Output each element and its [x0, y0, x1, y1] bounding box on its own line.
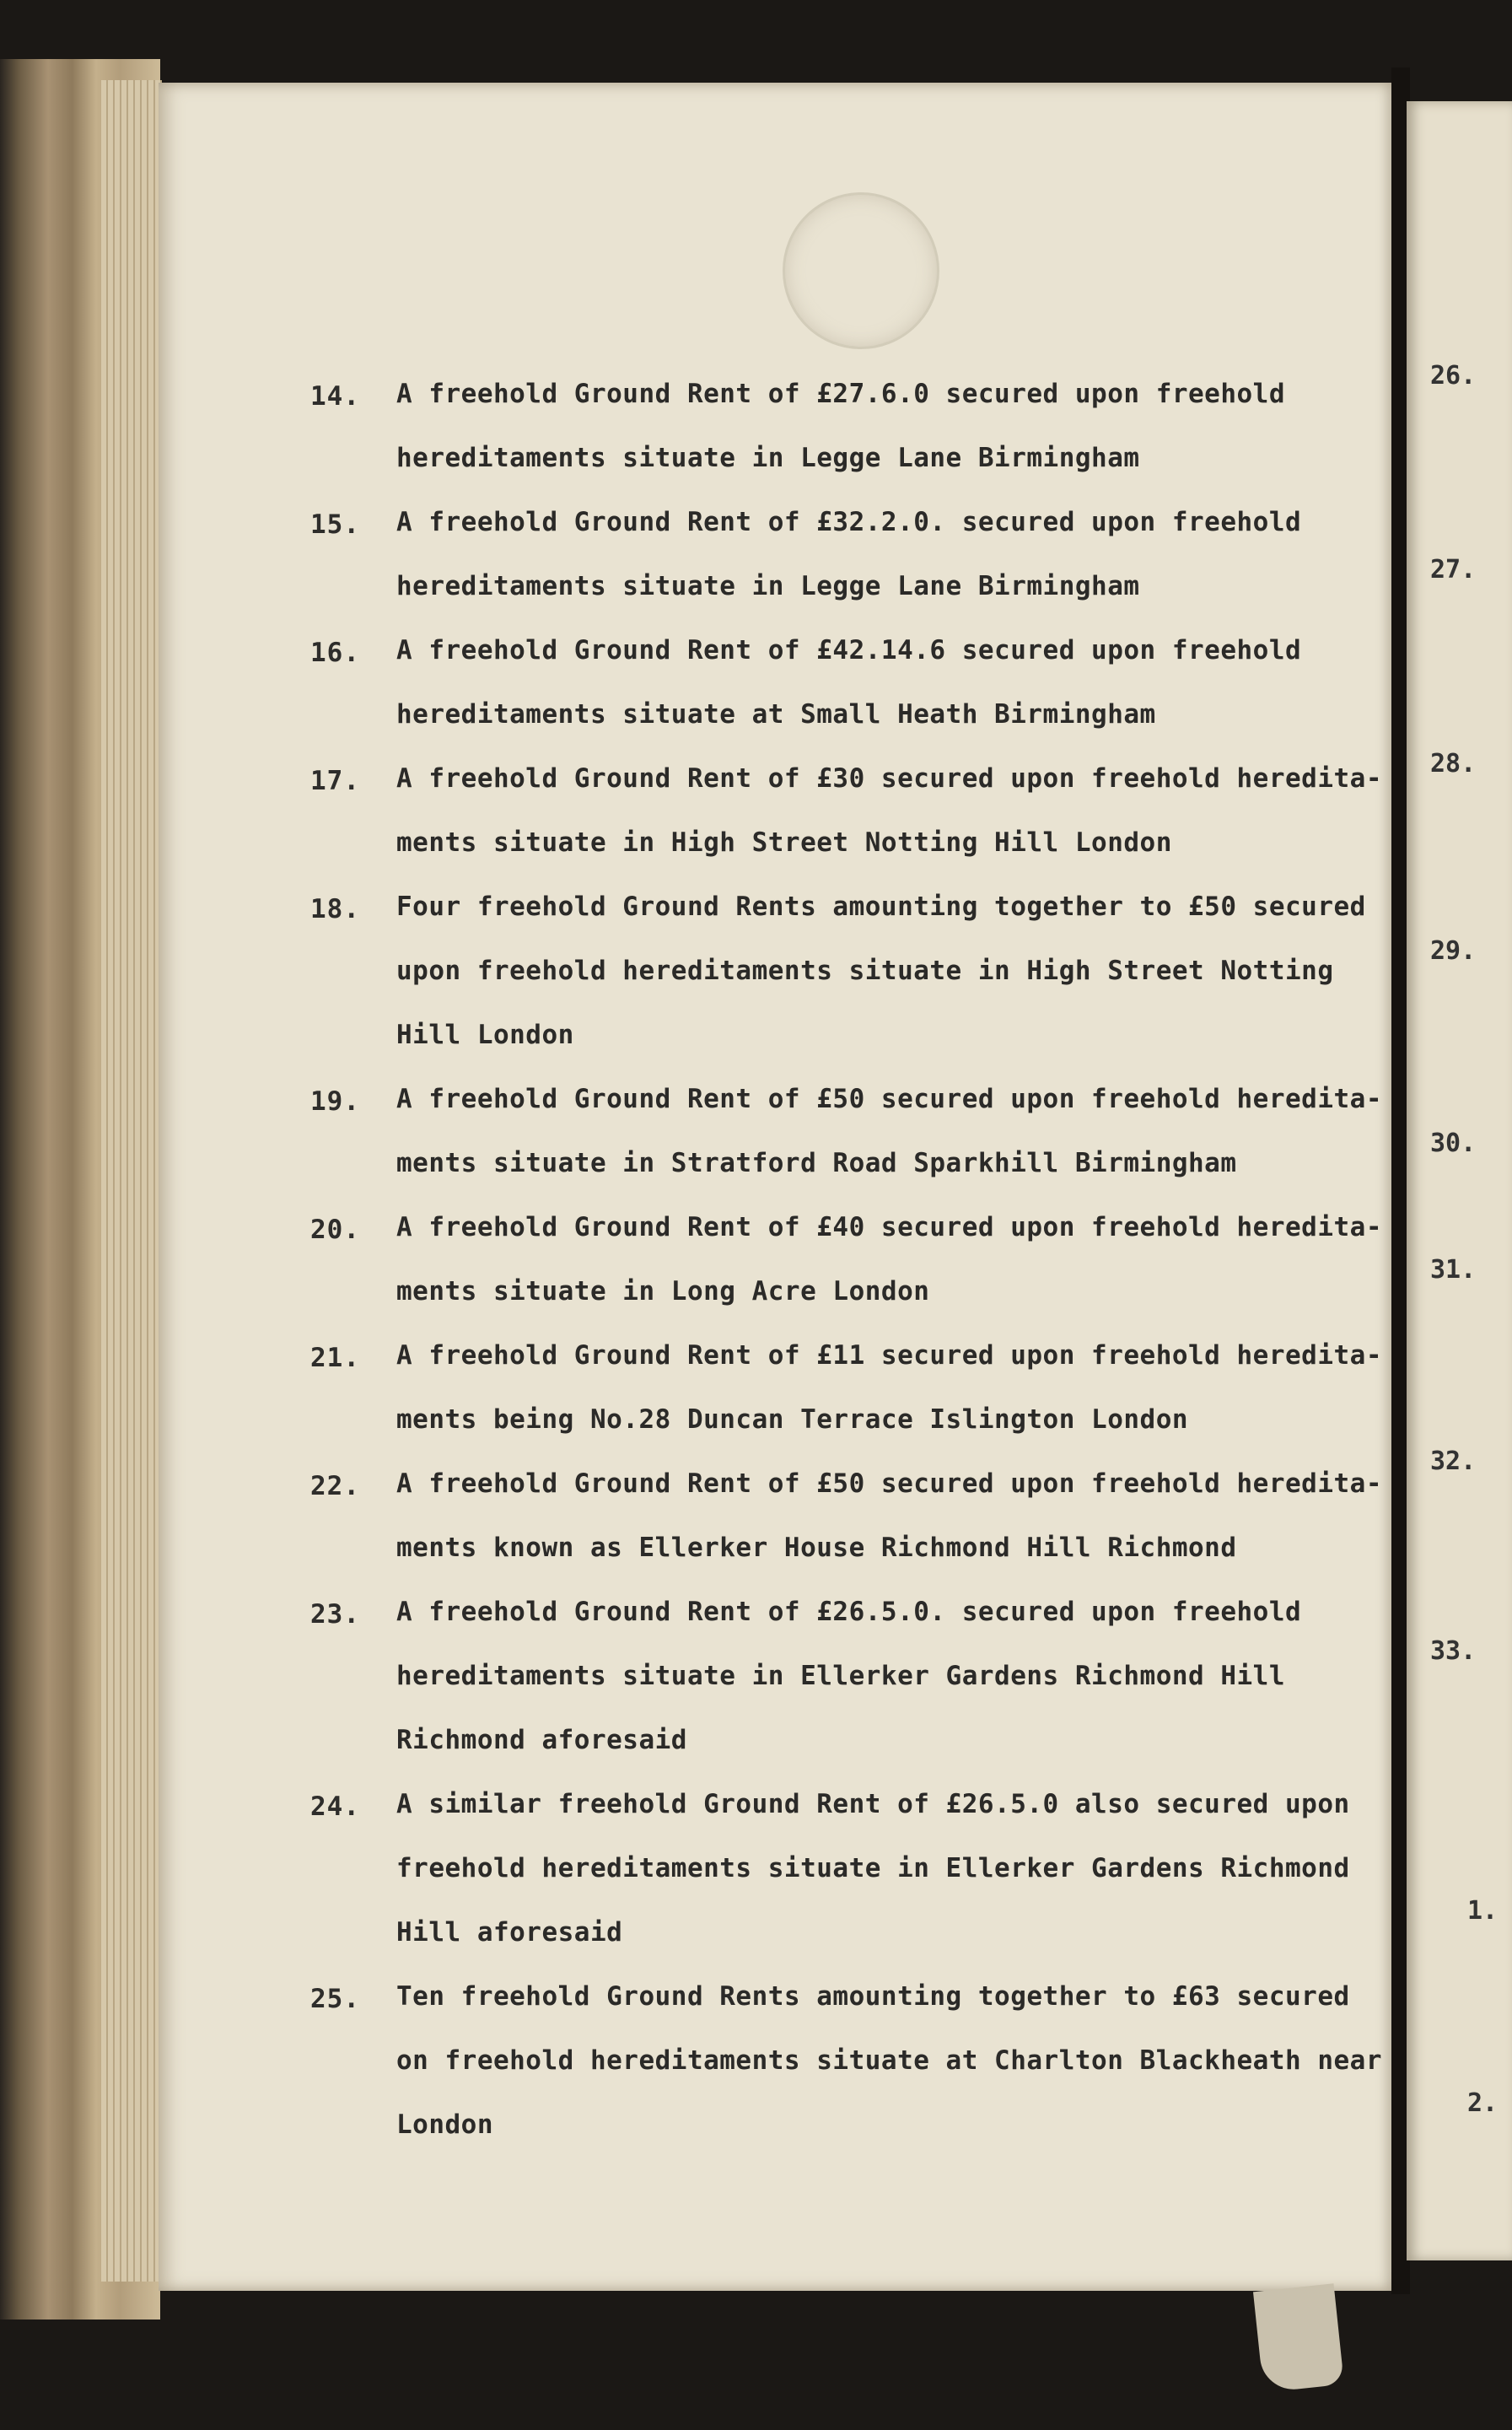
entry-line: A freehold Ground Rent of £27.6.0 secured upon freehold: [396, 379, 1285, 409]
margin-number: 31.: [1430, 1255, 1477, 1285]
margin-number: 32.: [1430, 1447, 1477, 1476]
entry-line: London: [396, 2109, 493, 2140]
facing-page: [1407, 101, 1512, 2260]
entry-line: A freehold Ground Rent of £26.5.0. secured upon freehold: [396, 1597, 1302, 1627]
entry-line: freehold hereditaments situate in Ellerker Gardens Richmond: [396, 1853, 1350, 1883]
entry-number: 17.: [310, 766, 360, 796]
entry-line: Hill London: [396, 1020, 574, 1050]
entry-line: A freehold Ground Rent of £40 secured upon freehold heredita-: [396, 1212, 1382, 1242]
entry-line: A freehold Ground Rent of £42.14.6 secured upon freehold: [396, 635, 1302, 665]
entry-number: 20.: [310, 1215, 360, 1245]
entry-line: ments situate in Stratford Road Sparkhill Birmingham: [396, 1148, 1237, 1178]
entry-line: ments situate in High Street Notting Hill London: [396, 827, 1172, 858]
margin-number: 30.: [1430, 1129, 1477, 1158]
entry-number: 24.: [310, 1792, 360, 1822]
entry-line: A freehold Ground Rent of £11 secured upon freehold heredita-: [396, 1340, 1382, 1371]
entry-number: 19.: [310, 1086, 360, 1117]
entry-number: 14.: [310, 381, 360, 412]
entry-line: ments situate in Long Acre London: [396, 1276, 930, 1307]
entry-line: hereditaments situate at Small Heath Birmingham: [396, 699, 1156, 730]
entry-line: A freehold Ground Rent of £50 secured upon freehold heredita-: [396, 1468, 1382, 1499]
entry-line: on freehold hereditaments situate at Charlton Blackheath near: [396, 2045, 1382, 2076]
entry-line: hereditaments situate in Ellerker Gardens Richmond Hill: [396, 1661, 1285, 1691]
entry-number: 16.: [310, 638, 360, 668]
entry-line: Richmond aforesaid: [396, 1725, 687, 1755]
margin-number: 33.: [1430, 1636, 1477, 1666]
document-page: [159, 83, 1391, 2291]
page-edges: [101, 80, 162, 2282]
page-tab: [1253, 2283, 1344, 2392]
margin-number: 29.: [1430, 936, 1477, 966]
margin-number: 28.: [1430, 749, 1477, 779]
margin-number: 1.: [1467, 1896, 1499, 1926]
embossed-seal-icon: [783, 192, 939, 349]
entry-number: 15.: [310, 509, 360, 540]
margin-number: 2.: [1467, 2088, 1499, 2118]
entry-line: A freehold Ground Rent of £32.2.0. secured upon freehold: [396, 507, 1302, 537]
entry-line: hereditaments situate in Legge Lane Birmingham: [396, 443, 1140, 473]
entry-line: hereditaments situate in Legge Lane Birmingham: [396, 571, 1140, 601]
entry-line: A similar freehold Ground Rent of £26.5.0 also secured upon: [396, 1789, 1350, 1819]
entry-line: Four freehold Ground Rents amounting together to £50 secured: [396, 892, 1366, 922]
entry-number: 25.: [310, 1984, 360, 2014]
entry-number: 18.: [310, 894, 360, 924]
entry-number: 23.: [310, 1599, 360, 1630]
entry-line: A freehold Ground Rent of £30 secured upon freehold heredita-: [396, 763, 1382, 794]
entry-line: upon freehold hereditaments situate in High Street Notting: [396, 956, 1334, 986]
entry-line: Ten freehold Ground Rents amounting together to £63 secured: [396, 1981, 1350, 2012]
margin-number: 26.: [1430, 361, 1477, 391]
entry-line: A freehold Ground Rent of £50 secured upon freehold heredita-: [396, 1084, 1382, 1114]
entry-line: Hill aforesaid: [396, 1917, 623, 1948]
margin-number: 27.: [1430, 555, 1477, 585]
entry-number: 21.: [310, 1343, 360, 1373]
entry-line: ments being No.28 Duncan Terrace Islington London: [396, 1404, 1189, 1435]
entry-line: ments known as Ellerker House Richmond Hill Richmond: [396, 1533, 1237, 1563]
entry-number: 22.: [310, 1471, 360, 1501]
